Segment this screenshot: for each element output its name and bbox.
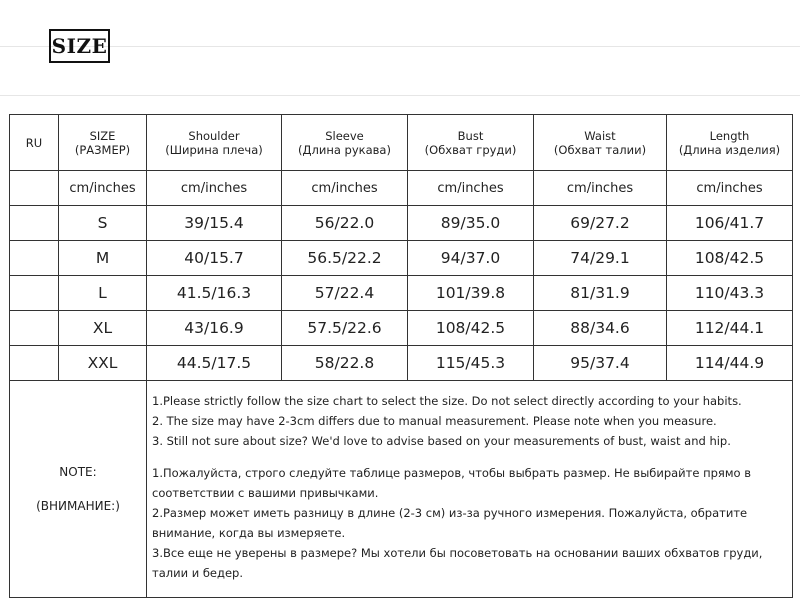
- ru-cell: [10, 311, 59, 346]
- waist-cell: 74/29.1: [534, 241, 667, 276]
- units-size: cm/inches: [59, 171, 147, 206]
- header-waist-ru: (Обхват талии): [553, 142, 647, 157]
- shoulder-cell: 40/15.7: [147, 241, 282, 276]
- size-cell: L: [59, 276, 147, 311]
- header-shoulder: [147, 115, 282, 171]
- table-row: [10, 241, 793, 276]
- size-cell: M: [59, 241, 147, 276]
- header-sleeve-ru: (Длина рукава): [298, 142, 391, 157]
- units-sleeve: cm/inches: [282, 171, 408, 206]
- header-sleeve: [282, 115, 408, 171]
- note-en-3: 3. Still not sure about size? We'd love to advise based on your measurements of bust, waist and hip.: [152, 434, 731, 448]
- size-title-badge: SIZE: [49, 29, 110, 63]
- size-chart-table: [9, 114, 793, 598]
- header-size-en: SIZE: [89, 128, 116, 143]
- size-cell: S: [59, 206, 147, 241]
- units-waist: cm/inches: [534, 171, 667, 206]
- header-bust: [408, 115, 534, 171]
- units-bust: cm/inches: [408, 171, 534, 206]
- header-length-ru: (Длина изделия): [678, 142, 781, 157]
- sleeve-cell: 57.5/22.6: [282, 311, 408, 346]
- header-waist-en: Waist: [584, 128, 616, 143]
- bust-cell: 101/39.8: [408, 276, 534, 311]
- ru-cell: [10, 206, 59, 241]
- note-en-2: 2. The size may have 2-3cm differs due to manual measurement. Please note when you measure.: [152, 414, 717, 428]
- shoulder-cell: 41.5/16.3: [147, 276, 282, 311]
- shoulder-cell: 39/15.4: [147, 206, 282, 241]
- note-en-1: 1.Please strictly follow the size chart to select the size. Do not select directly according to your habits.: [152, 394, 742, 408]
- table-row: [10, 346, 793, 381]
- sleeve-cell: 57/22.4: [282, 276, 408, 311]
- bust-cell: 108/42.5: [408, 311, 534, 346]
- header-shoulder-ru: (Ширина плеча): [165, 142, 263, 157]
- ru-cell: [10, 346, 59, 381]
- waist-cell: 88/34.6: [534, 311, 667, 346]
- shoulder-cell: 43/16.9: [147, 311, 282, 346]
- length-cell: 110/43.3: [667, 276, 793, 311]
- table-row: [10, 206, 793, 241]
- header-size: [59, 115, 147, 171]
- sleeve-cell: 56/22.0: [282, 206, 408, 241]
- note-label-ru: (ВНИМАНИЕ:): [36, 499, 120, 513]
- units-shoulder: cm/inches: [147, 171, 282, 206]
- header-bust-en: Bust: [457, 128, 484, 143]
- header-shoulder-en: Shoulder: [188, 128, 240, 143]
- bust-cell: 94/37.0: [408, 241, 534, 276]
- header-size-ru: (РАЗМЕР): [74, 142, 131, 157]
- note-ru-1: 1.Пожалуйста, строго следуйте таблице размеров, чтобы выбрать размер. Не выбирайте прямо в соответствии с вашими привычками.: [152, 466, 751, 500]
- sleeve-cell: 56.5/22.2: [282, 241, 408, 276]
- waist-cell: 95/37.4: [534, 346, 667, 381]
- header-divider: [0, 46, 800, 47]
- shoulder-cell: 44.5/17.5: [147, 346, 282, 381]
- header-divider-lower: [0, 95, 800, 96]
- length-cell: 114/44.9: [667, 346, 793, 381]
- header-length: [667, 115, 793, 171]
- note-ru-2: 2.Размер может иметь разницу в длине (2-3 см) из-за ручного измерения. Пожалуйста, обратите внимание, когда вы измеряете.: [152, 506, 748, 540]
- bust-cell: 115/45.3: [408, 346, 534, 381]
- length-cell: 112/44.1: [667, 311, 793, 346]
- bust-cell: 89/35.0: [408, 206, 534, 241]
- units-length: cm/inches: [667, 171, 793, 206]
- header-sleeve-en: Sleeve: [325, 128, 364, 143]
- notes-row: [10, 381, 793, 598]
- length-cell: 108/42.5: [667, 241, 793, 276]
- header-waist: [534, 115, 667, 171]
- sleeve-cell: 58/22.8: [282, 346, 408, 381]
- waist-cell: 81/31.9: [534, 276, 667, 311]
- note-ru-3: 3.Все еще не уверены в размере? Мы хотели бы посоветовать на основании ваших обхватов груди, талии и бедер.: [152, 546, 763, 580]
- ru-cell: [10, 241, 59, 276]
- waist-cell: 69/27.2: [534, 206, 667, 241]
- length-cell: 106/41.7: [667, 206, 793, 241]
- ru-cell: [10, 276, 59, 311]
- table-row: [10, 311, 793, 346]
- units-ru-empty: [10, 171, 59, 206]
- header-length-en: Length: [709, 128, 750, 143]
- header-ru: RU: [10, 115, 59, 171]
- units-row: [10, 171, 793, 206]
- table-row: [10, 276, 793, 311]
- header-row: [10, 115, 793, 171]
- size-cell: XL: [59, 311, 147, 346]
- note-label-cell: [10, 381, 147, 598]
- notes-cell: [147, 381, 793, 598]
- note-label: NOTE:: [59, 465, 97, 479]
- header-bust-ru: (Обхват груди): [424, 142, 517, 157]
- size-cell: XXL: [59, 346, 147, 381]
